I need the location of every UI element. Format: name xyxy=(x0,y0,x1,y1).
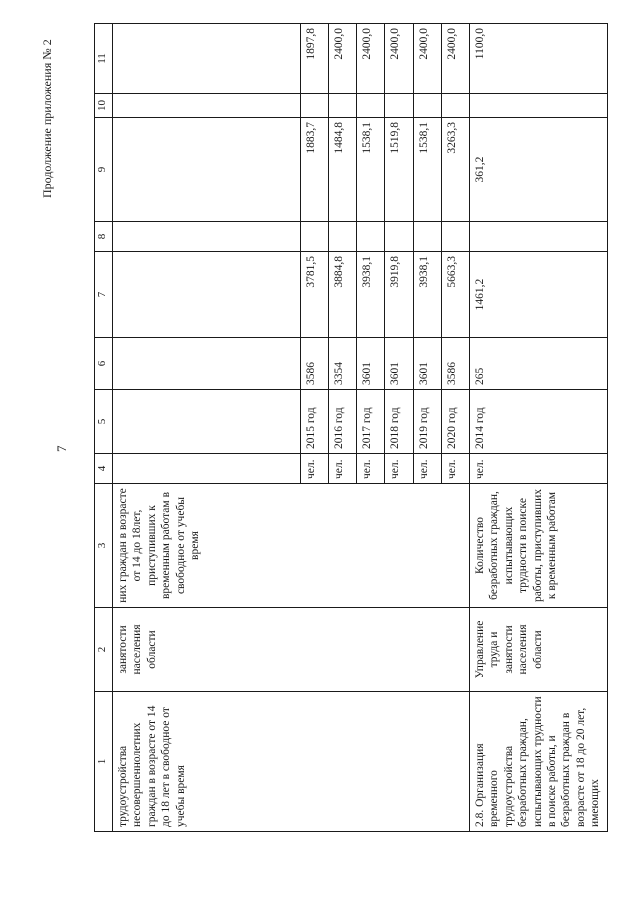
col-header-6: 6 xyxy=(95,338,113,390)
col-header-7: 7 xyxy=(95,252,113,338)
value-cell: 3601 xyxy=(357,338,385,390)
unit-cell: чел. xyxy=(357,454,385,484)
value-cell xyxy=(329,222,357,252)
value-cell xyxy=(329,94,357,118)
table-row xyxy=(470,24,608,832)
value-cell: 265 xyxy=(470,338,608,390)
value-cell: 3601 xyxy=(385,338,413,390)
block2-col2: Управление труда и занятости населения области xyxy=(470,608,608,692)
value-cell xyxy=(470,222,608,252)
rotated-table-wrapper xyxy=(94,24,608,832)
block1-col1: трудоустройства несовершеннолетних граждан в возрасте от 14 до 18 лет в свободное от учебы время xyxy=(113,692,470,832)
col-header-10: 10 xyxy=(95,94,113,118)
page-number: 7 xyxy=(54,445,69,452)
value-cell xyxy=(301,94,329,118)
value-cell: 3884,8 xyxy=(329,252,357,338)
unit-cell: чел. xyxy=(441,454,469,484)
col-header-9: 9 xyxy=(95,118,113,222)
appendix-title: Продолжение приложения № 2 xyxy=(40,39,54,198)
unit-cell: чел. xyxy=(385,454,413,484)
year-cell: 2016 год xyxy=(329,390,357,454)
year-cell: 2017 год xyxy=(357,390,385,454)
value-cell xyxy=(413,94,441,118)
value-cell: 1484,8 xyxy=(329,118,357,222)
value-cell xyxy=(385,222,413,252)
value-cell: 3781,5 xyxy=(301,252,329,338)
value-cell: 1897,8 xyxy=(301,24,329,94)
value-cell: 2400,0 xyxy=(441,24,469,94)
value-cell: 3354 xyxy=(329,338,357,390)
value-cell xyxy=(357,94,385,118)
col-header-3: 3 xyxy=(95,484,113,608)
value-cell: 1538,1 xyxy=(357,118,385,222)
value-cell xyxy=(385,94,413,118)
program-table xyxy=(94,23,608,832)
value-cell: 2400,0 xyxy=(357,24,385,94)
column-number-row xyxy=(95,24,113,832)
col-header-5: 5 xyxy=(95,390,113,454)
col-header-11: 11 xyxy=(95,24,113,94)
value-cell: 1883,7 xyxy=(301,118,329,222)
year-cell: 2015 год xyxy=(301,390,329,454)
value-cell: 3263,3 xyxy=(441,118,469,222)
value-cell: 361,2 xyxy=(470,118,608,222)
value-cell xyxy=(357,222,385,252)
block1-col2: занятости населения области xyxy=(113,608,470,692)
value-cell xyxy=(470,94,608,118)
value-cell xyxy=(413,222,441,252)
value-cell: 2400,0 xyxy=(329,24,357,94)
year-cell: 2019 год xyxy=(413,390,441,454)
unit-cell: чел. xyxy=(329,454,357,484)
value-cell xyxy=(441,94,469,118)
value-cell: 3938,1 xyxy=(357,252,385,338)
unit-cell: чел. xyxy=(470,454,608,484)
col-header-2: 2 xyxy=(95,608,113,692)
value-cell: 3586 xyxy=(441,338,469,390)
value-cell: 2400,0 xyxy=(385,24,413,94)
value-cell: 2400,0 xyxy=(413,24,441,94)
value-cell: 1100,0 xyxy=(470,24,608,94)
year-cell: 2020 год xyxy=(441,390,469,454)
block2-col1: 2.8. Организация временного трудоустройства безработных граждан, испытывающих трудности в поиске работы, и безработных граждан в возрасте от 18 до 20 лет, имеющих xyxy=(470,692,608,832)
value-cell: 3938,1 xyxy=(413,252,441,338)
year-cell: 2018 год xyxy=(385,390,413,454)
value-cell: 3919,8 xyxy=(385,252,413,338)
block2-col3: Количество безработных граждан, испытывающих трудности в поиске работы, приступивших к временным работам xyxy=(470,484,608,608)
value-cell: 3586 xyxy=(301,338,329,390)
value-cell xyxy=(441,222,469,252)
col-header-8: 8 xyxy=(95,222,113,252)
value-cell: 1461,2 xyxy=(470,252,608,338)
table-row xyxy=(113,24,301,832)
value-cell: 5663,3 xyxy=(441,252,469,338)
year-cell: 2014 год xyxy=(470,390,608,454)
value-cell: 1538,1 xyxy=(413,118,441,222)
unit-cell: чел. xyxy=(301,454,329,484)
col-header-1: 1 xyxy=(95,692,113,832)
value-cell: 1519,8 xyxy=(385,118,413,222)
value-cell xyxy=(301,222,329,252)
col-header-4: 4 xyxy=(95,454,113,484)
unit-cell: чел. xyxy=(413,454,441,484)
block1-col3: них граждан в возрасте от 14 до 18лет, приступивших к временным работам в свободное от учебы время xyxy=(113,484,470,608)
value-cell: 3601 xyxy=(413,338,441,390)
